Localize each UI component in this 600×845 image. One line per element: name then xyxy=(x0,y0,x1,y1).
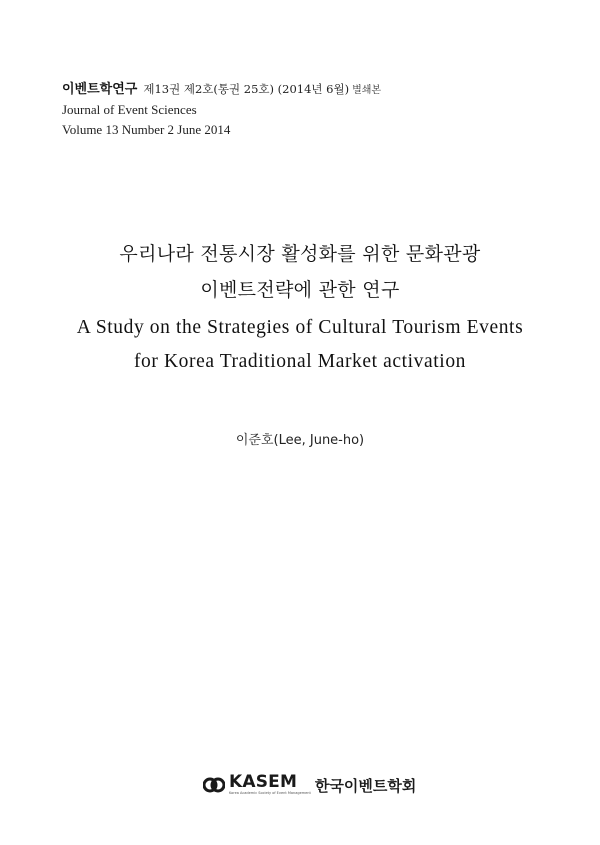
logo-english-text: KASEM xyxy=(229,772,298,792)
title-korean-line-1: 우리나라 전통시장 활성화를 위한 문화관광 xyxy=(119,243,481,265)
title-english-line-2: for Korea Traditional Market activation xyxy=(133,351,467,372)
article-title-block xyxy=(0,236,600,379)
volume-line: Volume 13 Number 2 June 2014 xyxy=(62,122,231,137)
journal-name-english: Journal of Event Sciences xyxy=(62,102,197,117)
publisher-logo xyxy=(203,770,416,800)
journal-header xyxy=(62,80,381,140)
logo-wordmark xyxy=(229,774,311,796)
offprint-label: 별쇄본 xyxy=(352,85,382,96)
logo-subtitle: Korea Academic Society of Event Management xyxy=(229,791,311,795)
journal-name-korean: 이벤트학연구 xyxy=(62,82,138,97)
title-korean-line-2: 이벤트전략에 관한 연구 xyxy=(200,279,400,301)
author-name: 이준호(Lee, June-ho) xyxy=(235,433,365,448)
title-english-line-1: A Study on the Strategies of Cultural Tourism Events xyxy=(76,317,524,338)
issue-info: 제13권 제2호(통권 25호) (2014년 6월) xyxy=(143,82,350,96)
publisher-name-korean: 한국이벤트학회 xyxy=(314,776,417,795)
kasem-emblem-icon xyxy=(203,777,225,793)
journal-issue-line xyxy=(62,80,381,100)
